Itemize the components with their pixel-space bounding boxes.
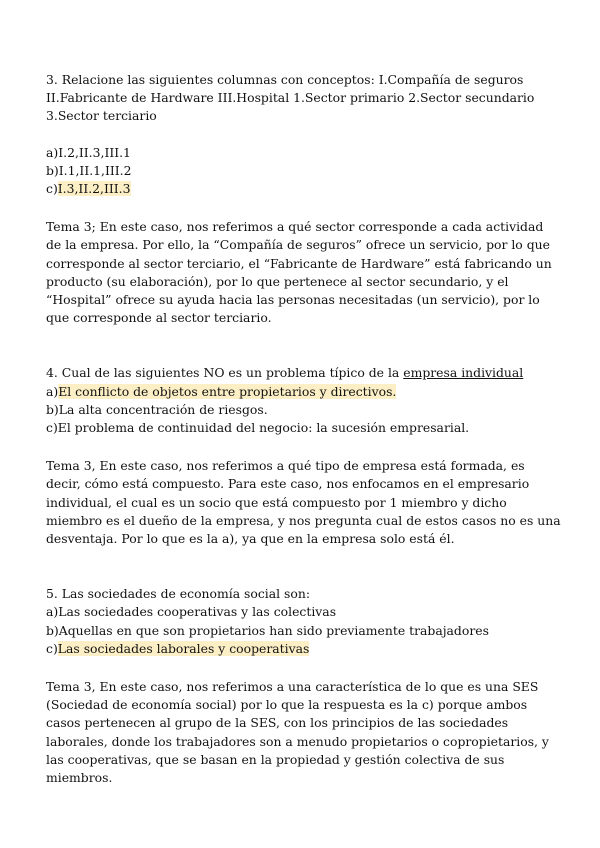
- option-text: La alta concentración de riesgos.: [58, 401, 268, 417]
- question-4-option-a: [46, 383, 562, 401]
- question-4-text: [46, 364, 562, 382]
- option-letter: a): [46, 604, 59, 620]
- option-letter: a): [46, 144, 59, 160]
- question-5-option-c: [46, 640, 562, 658]
- option-text: Aquellas en que son propietarios han sido previamente trabajadores: [58, 622, 489, 638]
- option-text: El problema de continuidad del negocio: la sucesión empresarial.: [57, 420, 470, 436]
- document-page: [46, 71, 562, 787]
- question-4: [46, 364, 562, 548]
- question-3-explanation: Tema 3; En este caso, nos referimos a qué sector corresponde a cada actividad de la empresa. Por ello, la “Compañía de seguros” ofrece un servicio, por lo que corresponde al sector terciario, el “Fabricante de Hardware” está fabricando un producto (su elaboración), por lo que pertenece al sector secundario, y el “Hospital” ofrece su ayuda hacia las personas necesitadas (un servicio), por lo que corresponde al sector terciario.: [46, 219, 552, 326]
- question-3-option-a: [46, 144, 562, 162]
- option-text: I.1,II.1,III.2: [58, 162, 132, 178]
- highlighted-answer: El conflicto de objetos entre propietarios y directivos.: [58, 383, 397, 399]
- highlighted-answer: I.3,II.2,III.3: [57, 181, 131, 197]
- question-3-option-b: [46, 162, 562, 180]
- question-4-option-c: [46, 419, 562, 437]
- option-letter: b): [46, 401, 59, 417]
- option-text: I.2,II.3,III.1: [58, 144, 131, 160]
- question-5-text: 5. Las sociedades de economía social son:: [46, 586, 311, 602]
- question-4-underlined: empresa individual: [403, 365, 524, 381]
- question-5-option-b: [46, 622, 562, 640]
- question-3-option-c: [46, 180, 562, 198]
- question-5-option-a: [46, 603, 562, 621]
- option-letter: c): [46, 181, 58, 197]
- question-3-text: 3. Relacione las siguientes columnas con conceptos: I.Compañía de seguros II.Fabricante de Hardware III.Hospital 1.Sector primario 2.Sector secundario 3.Sector terciario: [46, 72, 535, 124]
- option-letter: b): [46, 622, 59, 638]
- question-4-explanation: Tema 3, En este caso, nos referimos a qué tipo de empresa está formada, es decir, cómo está compuesto. Para este caso, nos enfocamos en el empresario individual, el cual es un socio que está compuesto por 1 miembro y dicho miembro es el dueño de la empresa, y nos pregunta cual de estos casos no es una desventaja. Por lo que es la a), ya que en la empresa solo está él.: [46, 458, 561, 547]
- option-letter: a): [46, 383, 59, 399]
- question-4-prefix: 4. Cual de las siguientes NO es un problema típico de la: [46, 365, 404, 381]
- option-letter: c): [46, 420, 58, 436]
- option-letter: b): [46, 162, 59, 178]
- option-text: Las sociedades cooperativas y las colectivas: [58, 604, 337, 620]
- question-5-explanation: Tema 3, En este caso, nos referimos a una característica de lo que es una SES (Sociedad de economía social) por lo que la respuesta es la c) porque ambos casos pertenecen al grupo de la SES, con los principios de las sociedades laborales, donde los trabajadores son a menudo propietarios o copropietarios, y las cooperativas, que se basan en la propiedad y gestión colectiva de sus miembros.: [46, 679, 549, 786]
- question-5: [46, 585, 562, 787]
- option-letter: c): [46, 640, 58, 656]
- question-3: [46, 71, 562, 327]
- highlighted-answer: Las sociedades laborales y cooperativas: [57, 640, 310, 656]
- question-4-option-b: [46, 401, 562, 419]
